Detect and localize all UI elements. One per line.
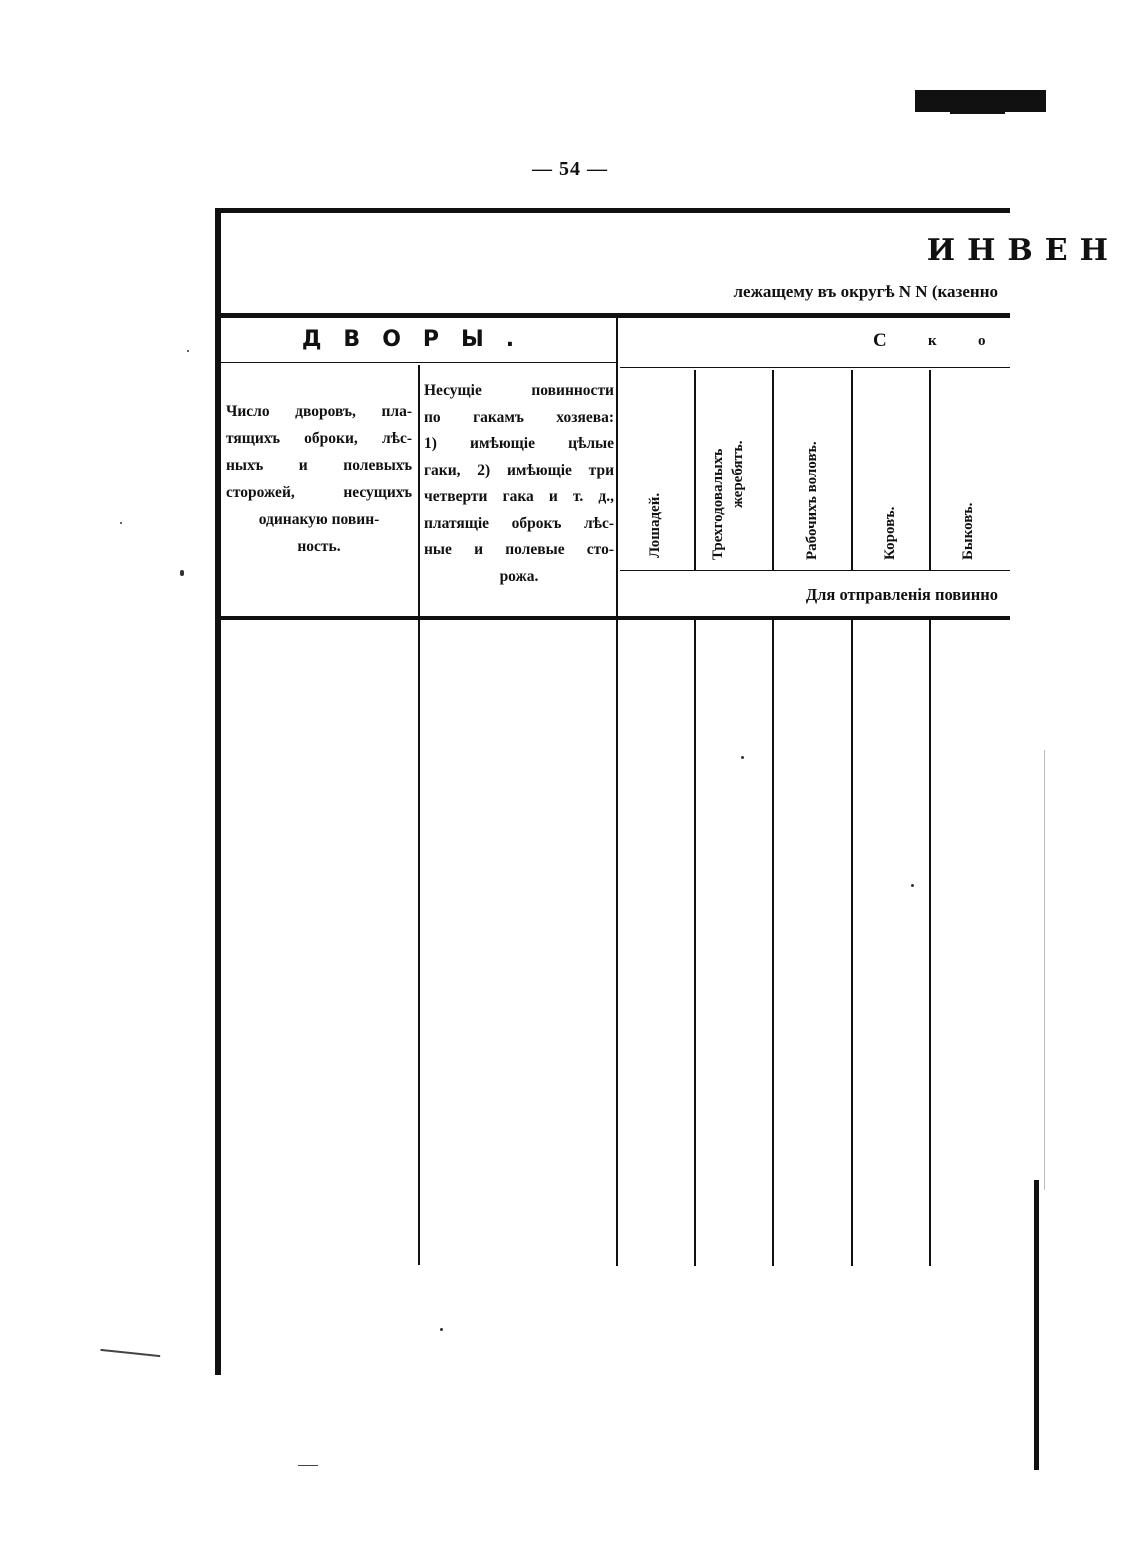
col2-line: гаки, 2) имѣющіе три <box>424 461 614 479</box>
scan-scratch <box>100 1349 161 1363</box>
col-foals-line: жеребятъ. <box>730 440 746 508</box>
col1-line: Число дворовъ, пла- <box>226 403 412 420</box>
col2-line: ные и полевые сто- <box>424 541 614 558</box>
scan-edge-faint <box>1044 750 1045 1190</box>
col2-line: четверти гака и т. д., <box>424 488 614 505</box>
col-foals-line: Трехгодовалыхъ <box>710 448 726 560</box>
sko-letter-1: С <box>873 330 887 351</box>
ink-speck <box>120 522 122 524</box>
scan-dash <box>298 1465 318 1466</box>
section-dvory-heading: ДВОРЫ. <box>301 327 537 352</box>
col2-line: рожа. <box>499 567 539 585</box>
col-oxen-label: Рабочихъ воловъ. <box>804 441 820 560</box>
ink-speck <box>187 350 189 352</box>
ink-speck <box>911 884 914 887</box>
col1-line: тящихъ оброки, лѣс- <box>226 430 412 447</box>
col-bulls-label: Быковъ. <box>960 502 976 560</box>
page-number: — 54 — <box>532 158 608 180</box>
col2-line: 1) имѣющіе цѣлые <box>424 435 614 452</box>
footer-label: Для отправленія повинно <box>805 585 998 604</box>
col2-line: платящіе оброкъ лѣс- <box>424 514 614 532</box>
col-cows-label: Коровъ. <box>882 506 898 560</box>
sko-letter-2: к <box>928 333 937 349</box>
col2-line: по гакамъ хозяева: <box>424 408 614 426</box>
ink-speck <box>180 570 184 576</box>
col1-line: ность. <box>297 538 341 555</box>
ink-speck <box>440 1328 443 1331</box>
col-horses-label: Лошадей. <box>647 492 663 558</box>
col1-header <box>226 398 412 560</box>
col2-line: Несущіе повинности <box>424 382 614 399</box>
col-foals-label <box>708 441 748 560</box>
col1-line: ныхъ и полевыхъ <box>226 457 412 474</box>
sko-letter-3: о <box>978 333 986 349</box>
col1-line: одинакую повин- <box>258 511 380 528</box>
corner-ink-bar-2 <box>950 108 1005 114</box>
col2-header <box>424 378 614 590</box>
scan-edge-mark <box>1034 1180 1039 1470</box>
inventory-subtitle: лежащему въ округѣ N N (казенно <box>733 282 998 301</box>
col1-line: сторожей, несущихъ <box>226 484 412 501</box>
ink-speck <box>741 756 744 759</box>
inventory-title: ИНВЕН <box>926 233 1120 268</box>
